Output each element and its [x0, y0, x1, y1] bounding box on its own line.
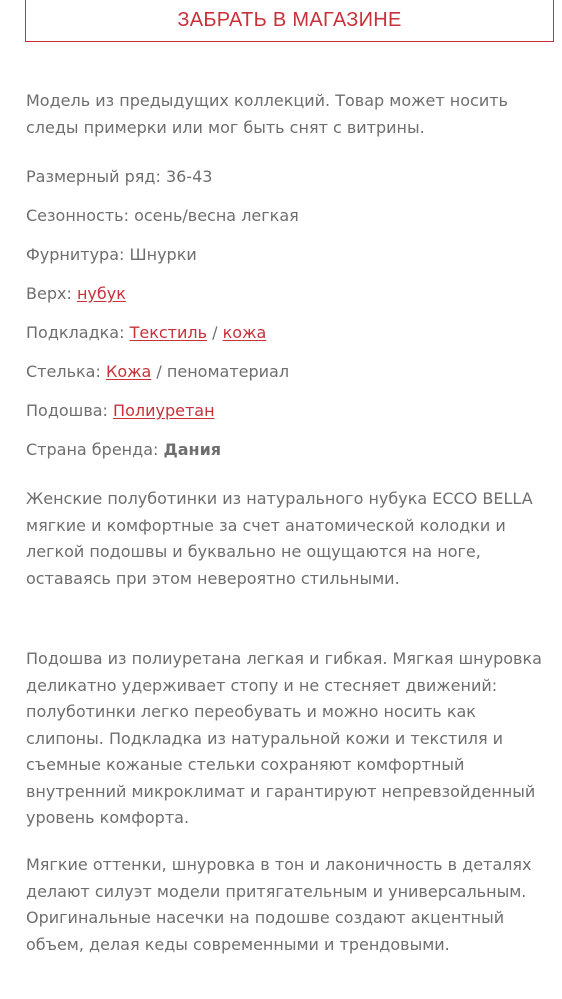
spec-insole	[26, 360, 289, 384]
spec-upper	[26, 282, 126, 306]
spec-value: Дания	[163, 440, 222, 459]
pickup-button-label: ЗАБРАТЬ В МАГАЗИНЕ	[177, 8, 402, 31]
lining-textile-link[interactable]: Текстиль	[129, 323, 208, 342]
description-paragraph-2: Подошва из полиуретана легкая и гибкая. Мягкая шнуровка деликатно удерживает стопу и не стесняет движений: полуботинки легко переобувать и можно носить как слипоны. Подкладка из натуральной кожи и текстиля и съемные кожаные стельки сохраняют комфортный внутренний микроклимат и гарантируют непревзойденный уровень комфорта.	[26, 649, 542, 827]
lining-leather-link[interactable]: кожа	[222, 323, 267, 342]
notice-text: Модель из предыдущих коллекций. Товар может носить следы примерки или мог быть снят с витрины.	[26, 91, 508, 137]
spec-label: Фурнитура:	[26, 245, 125, 264]
spec-label: Стелька:	[26, 362, 101, 381]
sole-material-link[interactable]: Полиуретан	[113, 401, 215, 420]
pickup-in-store-button[interactable]	[25, 0, 554, 42]
spec-label: Страна бренда:	[26, 440, 159, 459]
spec-sole	[26, 399, 215, 423]
spec-season	[26, 204, 299, 228]
spec-size-range	[26, 165, 212, 189]
spec-label: Подкладка:	[26, 323, 125, 342]
spec-hardware	[26, 243, 197, 267]
spec-label: Размерный ряд:	[26, 167, 161, 186]
spec-separator: /	[156, 362, 162, 381]
spec-value: 36-43	[165, 167, 213, 186]
spec-value: пеноматериал	[166, 362, 290, 381]
insole-leather-link[interactable]: Кожа	[105, 362, 152, 381]
spec-separator: /	[212, 323, 218, 342]
spec-lining	[26, 321, 266, 345]
spec-value: осень/весна легкая	[134, 206, 299, 225]
upper-material-link[interactable]: нубук	[76, 284, 126, 303]
spec-label: Подошва:	[26, 401, 108, 420]
description-paragraph-3: Мягкие оттенки, шнуровка в тон и лаконичность в деталях делают силуэт модели притягательным и универсальным. Оригинальные насечки на подошве создают акцентный объем, делая кеды современными и трендовыми.	[26, 855, 532, 954]
spec-value: Шнурки	[129, 245, 197, 264]
description-paragraph-1: Женские полуботинки из натурального нубука ECCO BELLA мягкие и комфортные за счет анатомической колодки и легкой подошвы и буквально не ощущаются на ноге, оставаясь при этом невероятно стильными.	[26, 489, 533, 588]
spec-label: Сезонность:	[26, 206, 129, 225]
spec-brand-country	[26, 438, 221, 462]
spec-label: Верх:	[26, 284, 72, 303]
